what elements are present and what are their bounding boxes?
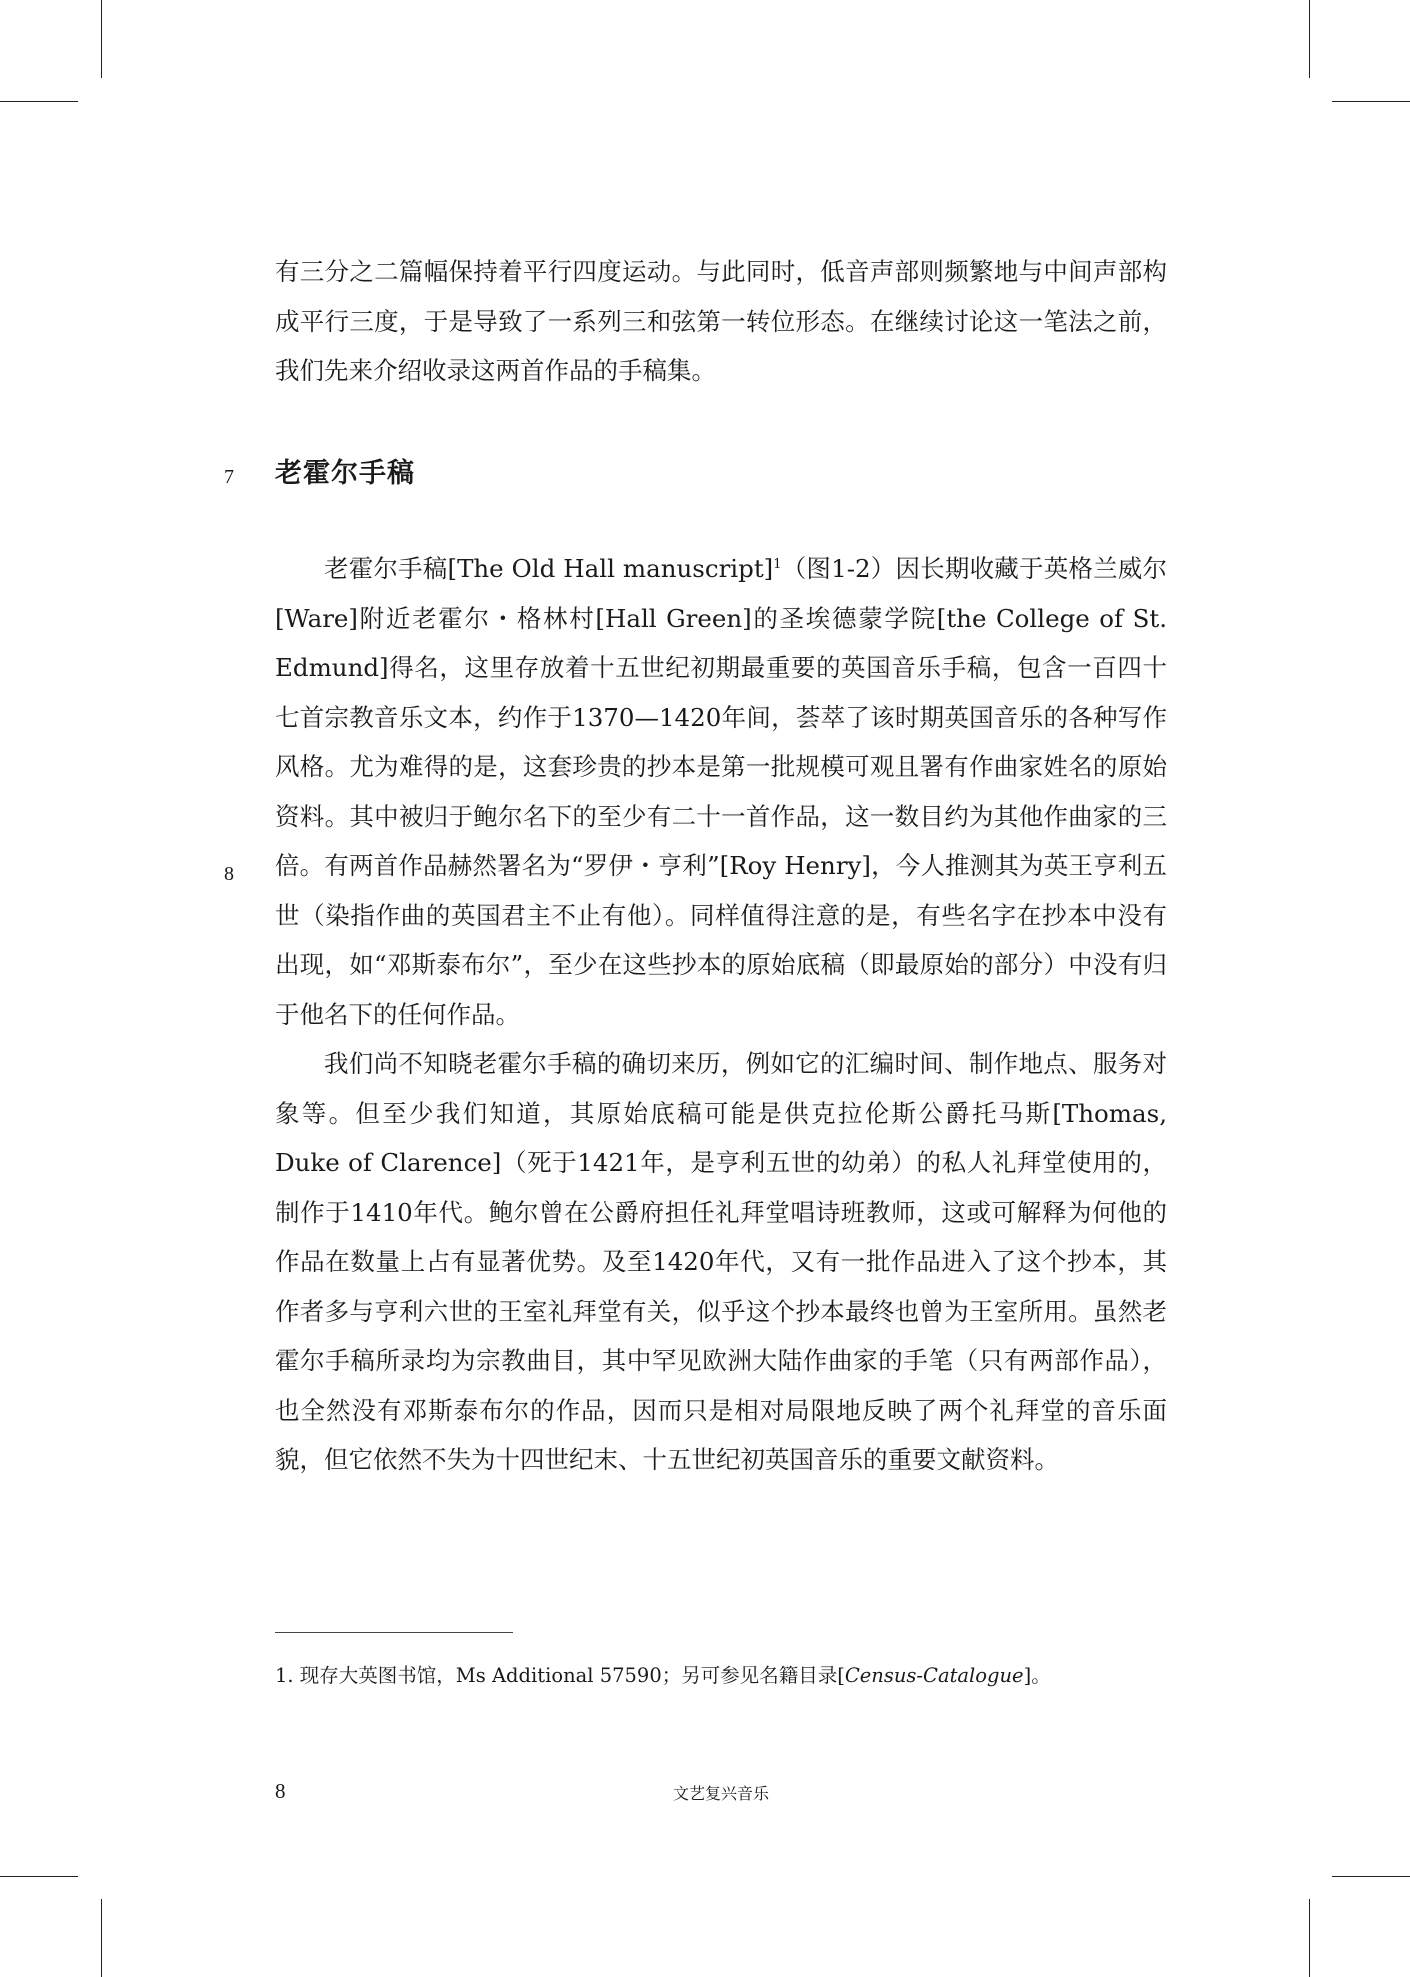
- crop-mark: [1332, 101, 1410, 102]
- page-number: 8: [275, 1779, 286, 1803]
- paragraph-provenance: 我们尚不知晓老霍尔手稿的确切来历，例如它的汇编时间、制作地点、服务对象等。但至少我们知道，其原始底稿可能是供克拉伦斯公爵托马斯[Thomas, Duke of Clarence]（死于1421年，是亨利五世的幼弟）的私人礼拜堂使用的，制作于1410年代。鲍尔曾在公爵府担任礼拜堂唱诗班教师，这或可解释为何他的作品在数量上占有显著优势。及至1420年代，又有一批作品进入了这个抄本，其作者多与亨利六世的王室礼拜堂有关，似乎这个抄本最终也曾为王室所用。虽然老霍尔手稿所录均为宗教曲目，其中罕见欧洲大陆作曲家的手笔（只有两部作品），也全然没有邓斯泰布尔的作品，因而只是相对局限地反映了两个礼拜堂的音乐面貌，但它依然不失为十四世纪末、十五世纪初英国音乐的重要文献资料。: [275, 1049, 1167, 1474]
- footnote-text: ]。: [1023, 1664, 1051, 1687]
- section-title: 老霍尔手稿: [275, 458, 415, 489]
- footnote-marker[interactable]: 1: [773, 556, 782, 572]
- section-number: 7: [224, 466, 234, 488]
- paragraph-text: 老霍尔手稿[The Old Hall manuscript]: [324, 554, 774, 583]
- crop-mark: [101, 0, 102, 78]
- crop-mark: [1332, 1876, 1410, 1877]
- crop-mark: [0, 101, 78, 102]
- footnote: [275, 1660, 1051, 1688]
- crop-mark: [0, 1876, 78, 1877]
- paragraph-intro: 有三分之二篇幅保持着平行四度运动。与此同时，低音声部则频繁地与中间声部构成平行三度，于是导致了一系列三和弦第一转位形态。在继续讨论这一笔法之前，我们先来介绍收录这两首作品的手稿集。: [275, 257, 1167, 385]
- footnote-text: 1. 现存大英图书馆，Ms Additional 57590；另可参见名籍目录[: [275, 1664, 845, 1687]
- crop-mark: [1309, 1899, 1310, 1977]
- crop-mark: [101, 1899, 102, 1977]
- running-footer-title: 文艺复兴音乐: [673, 1784, 770, 1803]
- footnote-rule: [275, 1632, 513, 1633]
- paragraph-text: （图1-2）因长期收藏于英格兰威尔[Ware]附近老霍尔・格林村[Hall Green]的圣埃德蒙学院[the College of St. Edmund]得名，这里存放着十五世纪初期最重要的英国音乐手稿，包含一百四十七首宗教音乐文本，约作于1370—1420年间，荟萃了该时期英国音乐的各种写作风格。尤为难得的是，这套珍贵的抄本是第一批规模可观且署有作曲家姓名的原始资料。其中被归于鲍尔名下的至少有二十一首作品，这一数目约为其他作曲家的三倍。有两首作品赫然署名为“罗伊・亨利”[Roy Henry]，今人推测其为英王亨利五世（染指作曲的英国君主不止有他）。同样值得注意的是，有些名字在抄本中没有出现，如“邓斯泰布尔”，至少在这些抄本的原始底稿（即最原始的部分）中没有归于他名下的任何作品。: [275, 554, 1167, 1029]
- footnote-italic: Census-Catalogue: [844, 1664, 1024, 1687]
- paragraph-old-hall: [275, 544, 1167, 1039]
- margin-number: 8: [224, 863, 234, 885]
- crop-mark: [1309, 0, 1310, 78]
